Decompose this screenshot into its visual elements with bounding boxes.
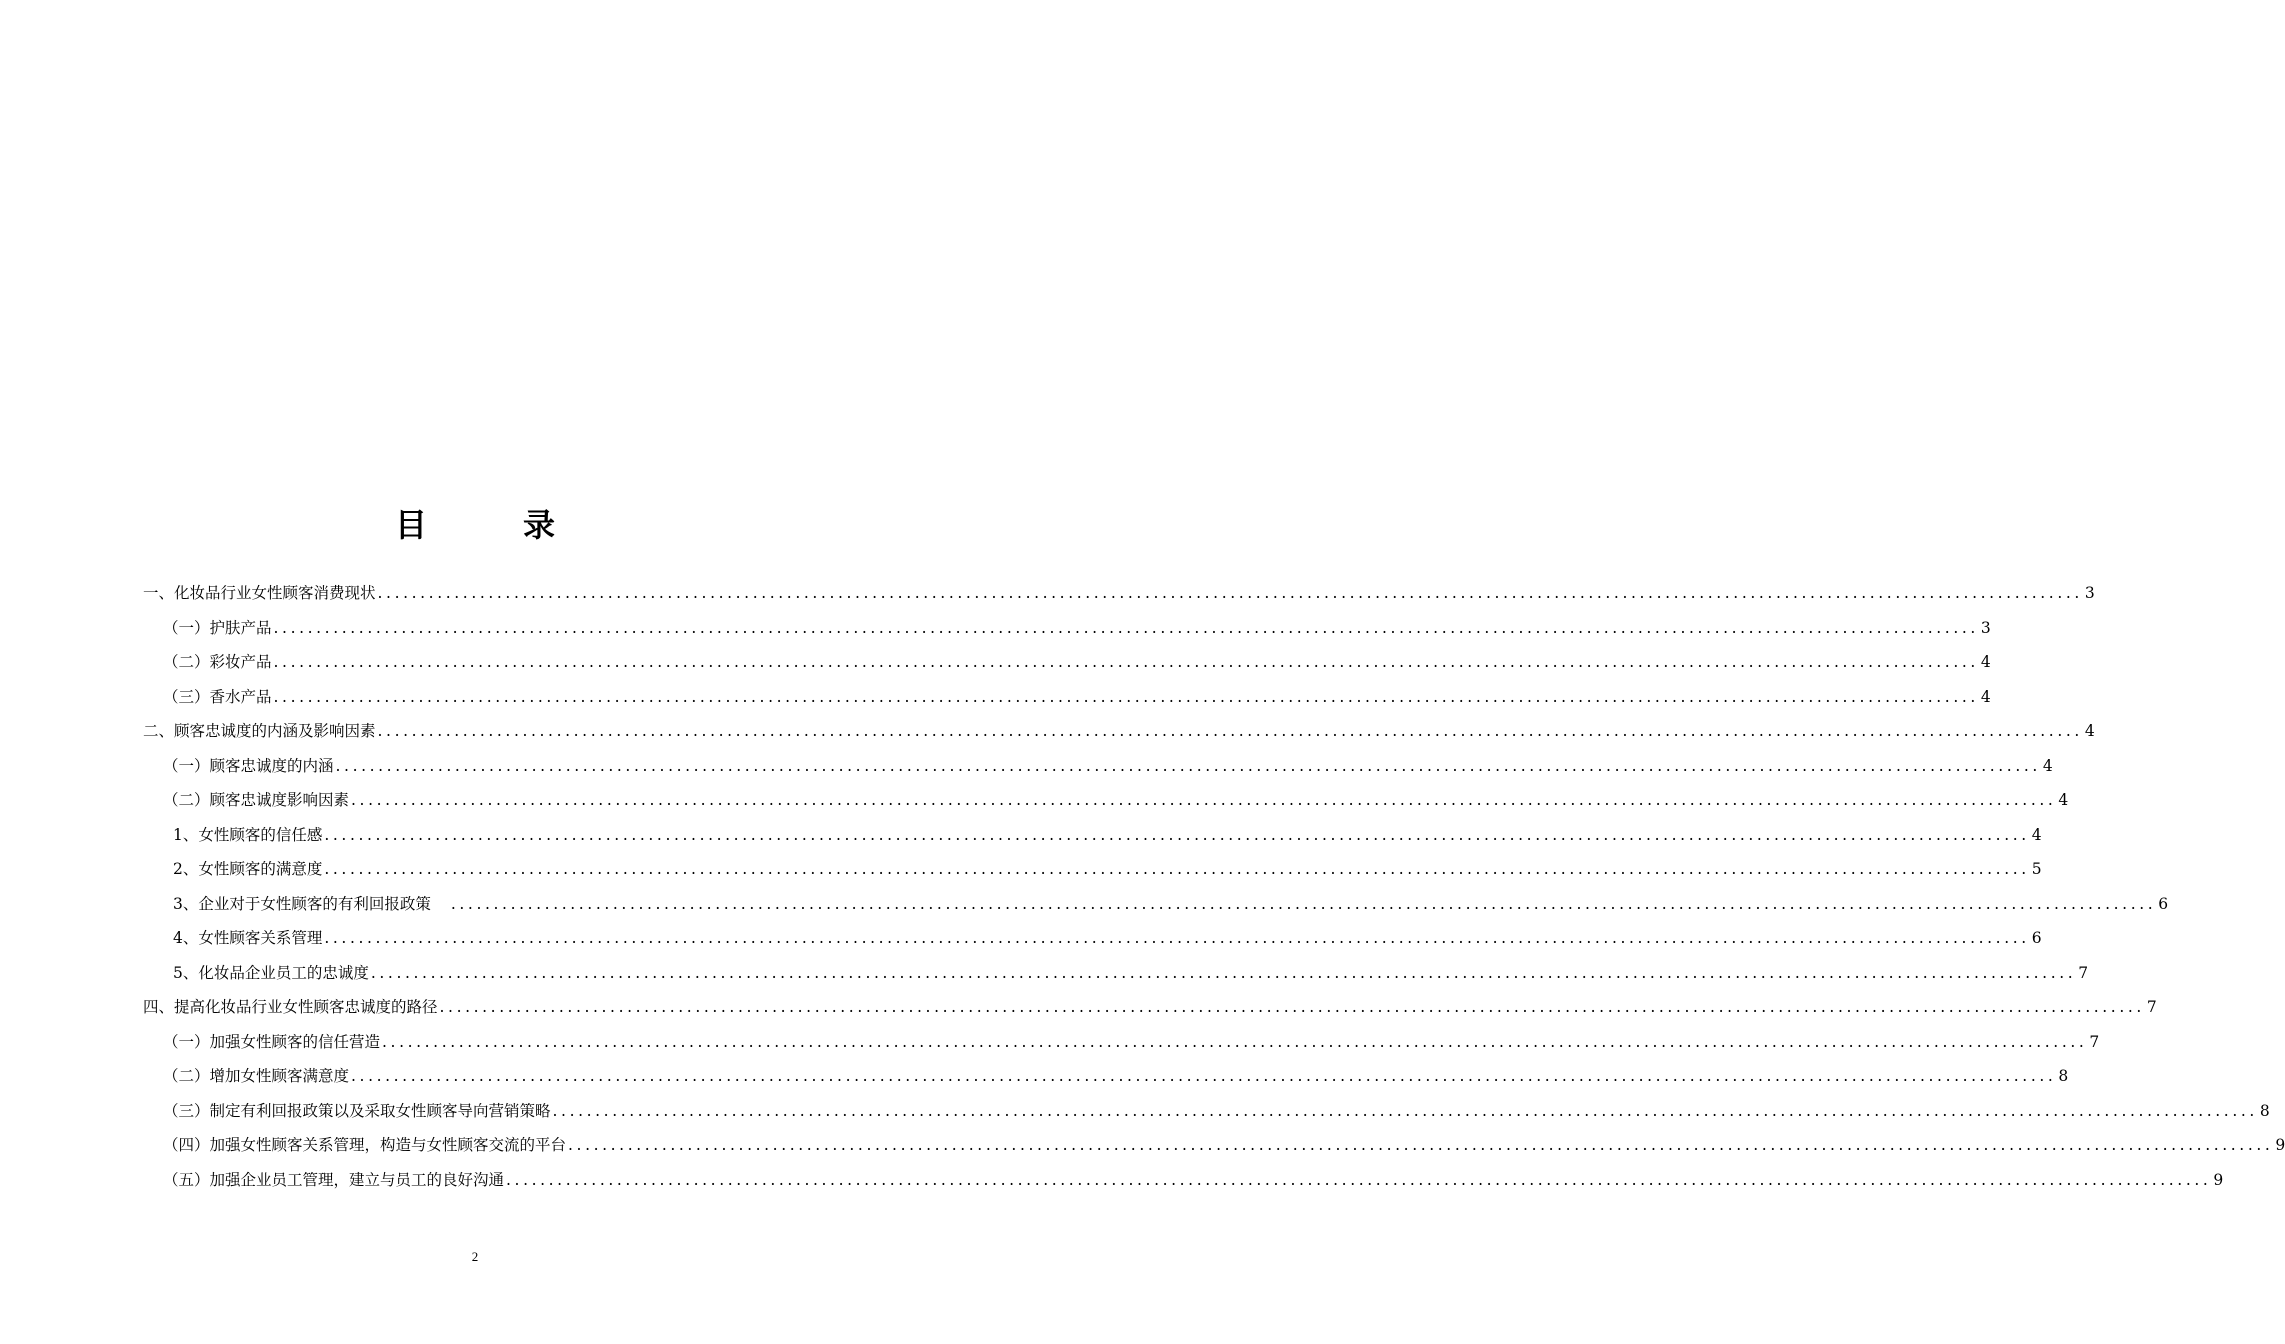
toc-entry[interactable] <box>143 824 2042 859</box>
toc-dot-leader: ........................................................................................................................................................................................................ <box>273 618 1979 637</box>
toc-entry-text: （三）制定有利回报政策以及采取女性顾客导向营销策略 <box>163 1101 551 1120</box>
toc-dot-leader: ........................................................................................................................................................................................................ <box>335 756 2041 775</box>
table-of-contents <box>143 582 2285 1203</box>
toc-dot-leader: ........................................................................................................................................................................................................ <box>273 653 1979 671</box>
toc-dot-leader: ........................................................................................................................................................................................................ <box>273 687 1979 706</box>
toc-dot-leader: ........................................................................................................................................................................................................ <box>450 894 2157 913</box>
toc-dot-leader: ........................................................................................................................................................................................................ <box>377 722 2083 740</box>
toc-entry-page: 9 <box>2275 1136 2285 1154</box>
toc-entry[interactable] <box>143 893 2169 928</box>
toc-dot-leader: ........................................................................................................................................................................................................ <box>439 998 2145 1016</box>
toc-entry-text: （五）加强企业员工管理，建立与员工的良好沟通 <box>163 1170 505 1189</box>
toc-entry[interactable] <box>143 755 2053 790</box>
toc-entry[interactable] <box>143 1100 2270 1135</box>
toc-entry-text: （四）加强女性顾客关系管理，构造与女性顾客交流的平台 <box>163 1136 567 1154</box>
toc-dot-leader: ........................................................................................................................................................................................................ <box>506 1170 2212 1189</box>
toc-dot-leader: ........................................................................................................................................................................................................ <box>370 963 2077 982</box>
toc-entry-text: 四、提高化妆品行业女性顾客忠诚度的路径 <box>143 998 438 1016</box>
toc-entry[interactable] <box>143 1169 2224 1204</box>
toc-entry-text: 二、顾客忠诚度的内涵及影响因素 <box>143 722 376 740</box>
toc-entry-page: 6 <box>2031 929 2042 947</box>
toc-entry[interactable] <box>143 962 2089 997</box>
toc-entry[interactable] <box>143 927 2042 962</box>
toc-entry-text: （一）护肤产品 <box>163 618 272 637</box>
toc-entry-text: 3、企业对于女性顾客的有利回报政策 <box>173 894 431 913</box>
toc-entry[interactable] <box>143 651 1991 686</box>
toc-entry-text: 4、女性顾客关系管理 <box>173 929 323 947</box>
toc-entry-page: 6 <box>2158 894 2169 913</box>
toc-entry[interactable] <box>143 858 2042 893</box>
toc-entry-text: 5、化妆品企业员工的忠诚度 <box>173 963 369 982</box>
toc-entry[interactable] <box>143 686 1991 721</box>
toc-entry-page: 8 <box>2259 1101 2270 1120</box>
toc-entry[interactable] <box>143 1065 2069 1100</box>
toc-dot-leader: ........................................................................................................................................................................................................ <box>324 825 2030 844</box>
toc-dot-leader: ........................................................................................................................................................................................................ <box>351 1067 2057 1085</box>
page-number: 2 <box>471 1249 479 1264</box>
toc-entry[interactable] <box>143 617 1991 652</box>
toc-entry[interactable] <box>143 789 2069 824</box>
toc-entry-page: 8 <box>2058 1067 2069 1085</box>
toc-entry[interactable] <box>143 720 2095 755</box>
toc-dot-leader: ........................................................................................................................................................................................................ <box>568 1136 2274 1154</box>
toc-entry-page: 4 <box>1980 687 1991 706</box>
toc-title: 目 录 <box>394 506 587 544</box>
toc-entry-text: （二）顾客忠诚度影响因素 <box>163 791 350 809</box>
toc-entry-text: （二）增加女性顾客满意度 <box>163 1067 350 1085</box>
toc-entry-page: 4 <box>2084 722 2095 740</box>
toc-entry-page: 4 <box>2058 791 2069 809</box>
toc-entry-page: 9 <box>2213 1170 2224 1189</box>
toc-entry[interactable] <box>143 1031 2100 1066</box>
toc-entry-text: 1、女性顾客的信任感 <box>173 825 323 844</box>
toc-entry-text: （一）加强女性顾客的信任营造 <box>163 1032 381 1051</box>
toc-entry-page: 7 <box>2078 963 2089 982</box>
toc-entry-page: 3 <box>1980 618 1991 637</box>
toc-entry-page: 4 <box>2031 825 2042 844</box>
toc-dot-leader: ........................................................................................................................................................................................................ <box>382 1032 2088 1051</box>
toc-dot-leader: ........................................................................................................................................................................................................ <box>324 860 2030 878</box>
toc-entry[interactable] <box>143 996 2157 1031</box>
toc-dot-leader: ........................................................................................................................................................................................................ <box>324 929 2030 947</box>
toc-entry-page: 4 <box>2042 756 2053 775</box>
toc-entry-text: 2、女性顾客的满意度 <box>173 860 323 878</box>
toc-entry-text: （一）顾客忠诚度的内涵 <box>163 756 334 775</box>
toc-entry-text: （三）香水产品 <box>163 687 272 706</box>
toc-entry-page: 5 <box>2031 860 2042 878</box>
toc-entry-page: 4 <box>1980 653 1991 671</box>
toc-dot-leader: ........................................................................................................................................................................................................ <box>377 584 2083 602</box>
toc-dot-leader: ........................................................................................................................................................................................................ <box>351 791 2057 809</box>
toc-entry-page: 3 <box>2084 584 2095 602</box>
toc-entry-text: 一、化妆品行业女性顾客消费现状 <box>143 584 376 602</box>
toc-entry[interactable] <box>143 582 2095 617</box>
toc-entry-page: 7 <box>2089 1032 2100 1051</box>
toc-entry[interactable] <box>143 1134 2285 1169</box>
toc-entry-page: 7 <box>2146 998 2157 1016</box>
toc-entry-text: （二）彩妆产品 <box>163 653 272 671</box>
toc-dot-leader: ........................................................................................................................................................................................................ <box>552 1101 2258 1120</box>
